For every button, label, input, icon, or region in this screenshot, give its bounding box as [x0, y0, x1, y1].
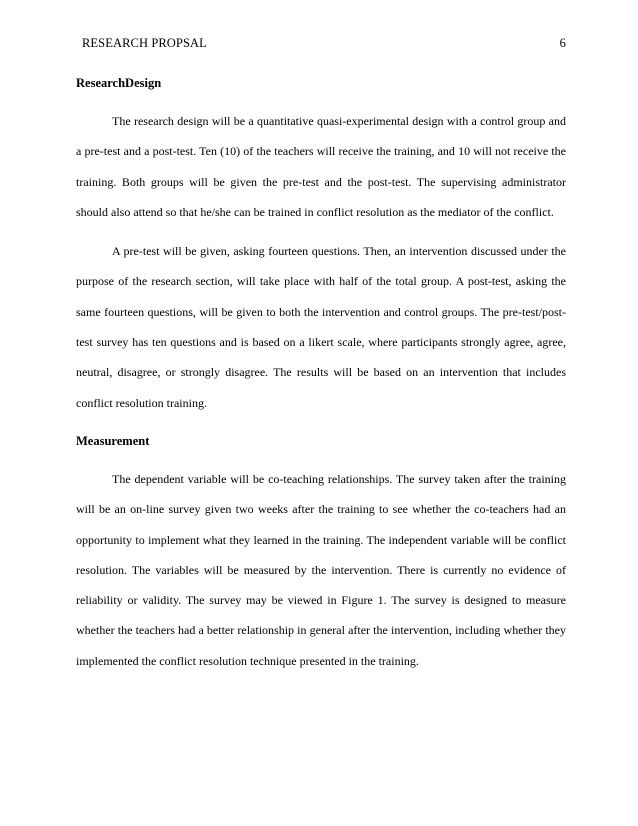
- paragraph-research-design-2: A pre-test will be given, asking fourteen questions. Then, an intervention discussed under the purpose of the research section, will take place with half of the total group. A post-test, asking the same fourteen questions, will be given to both the intervention and control groups. The pre-test/post-test survey has ten questions and is based on a likert scale, where participants strongly agree, agree, neutral, disagree, or strongly disagree. The results will be based on an intervention that includes conflict resolution training.: [76, 244, 566, 410]
- page-number: 6: [559, 36, 566, 50]
- running-head-title: RESEARCH PROPSAL: [82, 36, 207, 50]
- section-heading-measurement: Measurement: [76, 433, 150, 448]
- paragraph-research-design-1: The research design will be a quantitative quasi-experimental design with a control group and a pre-test and a post-test. Ten (10) of the teachers will receive the training, and 10 will not receive the training. Both groups will be given the pre-test and the post-test. The supervising administrator should also attend so that he/she can be trained in conflict resolution as the mediator of the conflict.: [76, 114, 566, 219]
- document-body: [76, 75, 566, 676]
- running-header: [82, 36, 566, 52]
- section-heading-research-design: ResearchDesign: [76, 76, 162, 90]
- paragraph-measurement-1: The dependent variable will be co-teaching relationships. The survey taken after the training will be an on-line survey given two weeks after the training to see whether the co-teachers had an opportunity to implement what they learned in the training. The independent variable will be conflict resolution. The variables will be measured by the intervention. There is currently no evidence of reliability or validity. The survey may be viewed in Figure 1. The survey is designed to measure whether the teachers had a better relationship in general after the intervention, including whether they implemented the conflict resolution technique presented in the training.: [76, 471, 566, 668]
